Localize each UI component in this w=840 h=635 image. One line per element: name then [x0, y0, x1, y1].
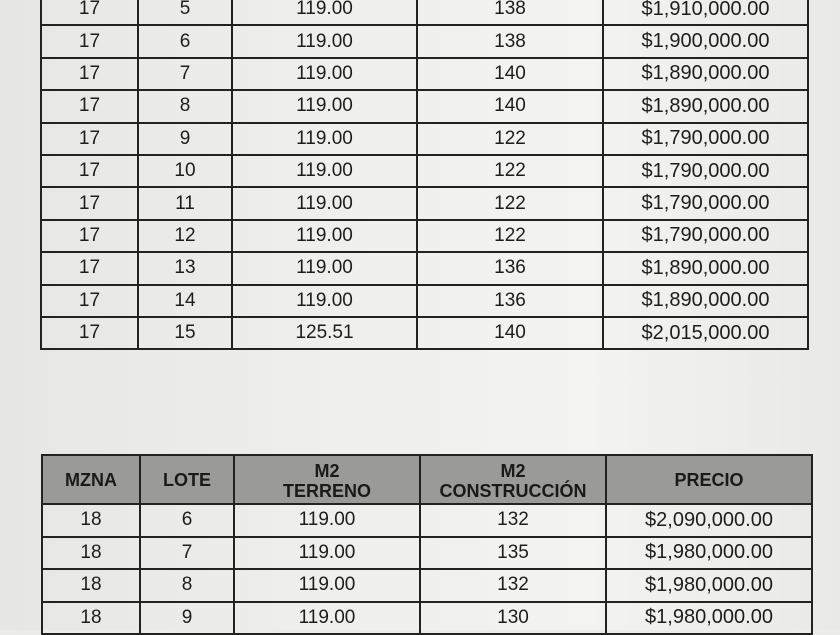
table-row	[41, 0, 808, 25]
m2-terreno-cell: 119.00	[234, 602, 420, 635]
lote-cell: 8	[138, 90, 232, 122]
mzna-cell: 18	[42, 537, 140, 570]
table-body	[41, 0, 808, 349]
mzna-cell: 17	[41, 252, 138, 284]
lote-cell: 7	[140, 537, 234, 570]
m2-terreno-cell: 119.00	[234, 569, 420, 602]
m2-terreno-cell: 119.00	[232, 58, 417, 90]
mzna-cell: 18	[42, 602, 140, 635]
lote-cell: 9	[140, 602, 234, 635]
precio-cell: $1,890,000.00	[603, 58, 808, 90]
lote-cell: 13	[138, 252, 232, 284]
lots-table-manzana-17	[40, 0, 809, 350]
m2-construccion-cell: 136	[417, 252, 603, 284]
m2-construccion-cell: 140	[417, 90, 603, 122]
m2-construccion-cell: 130	[420, 602, 606, 635]
mzna-cell: 17	[41, 220, 138, 252]
m2-construccion-cell: 122	[417, 155, 603, 187]
precio-cell: $1,980,000.00	[606, 602, 812, 635]
header-row	[42, 455, 812, 504]
precio-cell: $1,890,000.00	[603, 252, 808, 284]
table-row	[41, 220, 808, 252]
table-row	[42, 537, 812, 570]
mzna-cell: 17	[41, 155, 138, 187]
table-row	[41, 285, 808, 317]
m2-construccion-cell: 138	[417, 0, 603, 25]
lote-cell: 10	[138, 155, 232, 187]
lote-cell: 14	[138, 285, 232, 317]
table-body	[42, 504, 812, 634]
header-m2-terreno	[234, 455, 420, 504]
m2-terreno-cell: 119.00	[232, 123, 417, 155]
precio-cell: $1,890,000.00	[603, 90, 808, 122]
precio-cell: $1,910,000.00	[603, 0, 808, 25]
m2-construccion-cell: 132	[420, 504, 606, 537]
lote-cell: 8	[140, 569, 234, 602]
lote-cell: 12	[138, 220, 232, 252]
header-m2-terreno-line2: TERRENO	[282, 481, 371, 501]
m2-terreno-cell: 119.00	[232, 25, 417, 57]
m2-terreno-cell: 119.00	[232, 90, 417, 122]
lots-table-manzana-18	[41, 454, 813, 635]
m2-terreno-cell: 119.00	[232, 285, 417, 317]
mzna-cell: 17	[41, 25, 138, 57]
m2-construccion-cell: 122	[417, 123, 603, 155]
m2-terreno-cell: 125.51	[232, 317, 417, 349]
mzna-cell: 17	[41, 123, 138, 155]
table-row	[42, 569, 812, 602]
table-row	[41, 155, 808, 187]
lote-cell: 15	[138, 317, 232, 349]
m2-construccion-cell: 122	[417, 187, 603, 219]
mzna-cell: 17	[41, 317, 138, 349]
header-m2-construccion	[420, 455, 606, 504]
m2-terreno-cell: 119.00	[232, 220, 417, 252]
m2-construccion-cell: 135	[420, 537, 606, 570]
precio-cell: $1,790,000.00	[603, 123, 808, 155]
table-row	[41, 123, 808, 155]
m2-construccion-cell: 140	[417, 317, 603, 349]
mzna-cell: 18	[42, 504, 140, 537]
lote-cell: 5	[138, 0, 232, 25]
precio-cell: $1,790,000.00	[603, 187, 808, 219]
table-row	[42, 602, 812, 635]
table-row	[41, 187, 808, 219]
table-row	[42, 504, 812, 537]
table-row	[41, 90, 808, 122]
m2-terreno-cell: 119.00	[234, 537, 420, 570]
precio-cell: $1,980,000.00	[606, 569, 812, 602]
precio-cell: $1,790,000.00	[603, 155, 808, 187]
header-lote: LOTE	[140, 455, 234, 504]
header-m2-construccion-line1: M2	[500, 461, 526, 481]
precio-cell: $2,015,000.00	[603, 317, 808, 349]
header-m2-terreno-line1: M2	[314, 461, 340, 481]
mzna-cell: 17	[41, 187, 138, 219]
precio-cell: $2,090,000.00	[606, 504, 812, 537]
m2-terreno-cell: 119.00	[232, 252, 417, 284]
mzna-cell: 18	[42, 569, 140, 602]
m2-construccion-cell: 138	[417, 25, 603, 57]
header-m2-construccion-line2: CONSTRUCCIÓN	[439, 481, 587, 501]
m2-construccion-cell: 136	[417, 285, 603, 317]
precio-cell: $1,890,000.00	[603, 285, 808, 317]
m2-terreno-cell: 119.00	[234, 504, 420, 537]
precio-cell: $1,980,000.00	[606, 537, 812, 570]
mzna-cell: 17	[41, 90, 138, 122]
header-precio: PRECIO	[606, 455, 812, 504]
table-row	[41, 317, 808, 349]
mzna-cell: 17	[41, 58, 138, 90]
m2-construccion-cell: 132	[420, 569, 606, 602]
m2-terreno-cell: 119.00	[232, 155, 417, 187]
precio-cell: $1,900,000.00	[603, 25, 808, 57]
table-row	[41, 252, 808, 284]
m2-terreno-cell: 119.00	[232, 187, 417, 219]
lote-cell: 11	[138, 187, 232, 219]
lote-cell: 6	[140, 504, 234, 537]
lote-cell: 9	[138, 123, 232, 155]
m2-terreno-cell: 119.00	[232, 0, 417, 25]
lote-cell: 7	[138, 58, 232, 90]
m2-construccion-cell: 122	[417, 220, 603, 252]
header-mzna: MZNA	[42, 455, 140, 504]
lote-cell: 6	[138, 25, 232, 57]
mzna-cell: 17	[41, 285, 138, 317]
precio-cell: $1,790,000.00	[603, 220, 808, 252]
m2-construccion-cell: 140	[417, 58, 603, 90]
table-row	[41, 58, 808, 90]
mzna-cell: 17	[41, 0, 138, 25]
table-row	[41, 25, 808, 57]
